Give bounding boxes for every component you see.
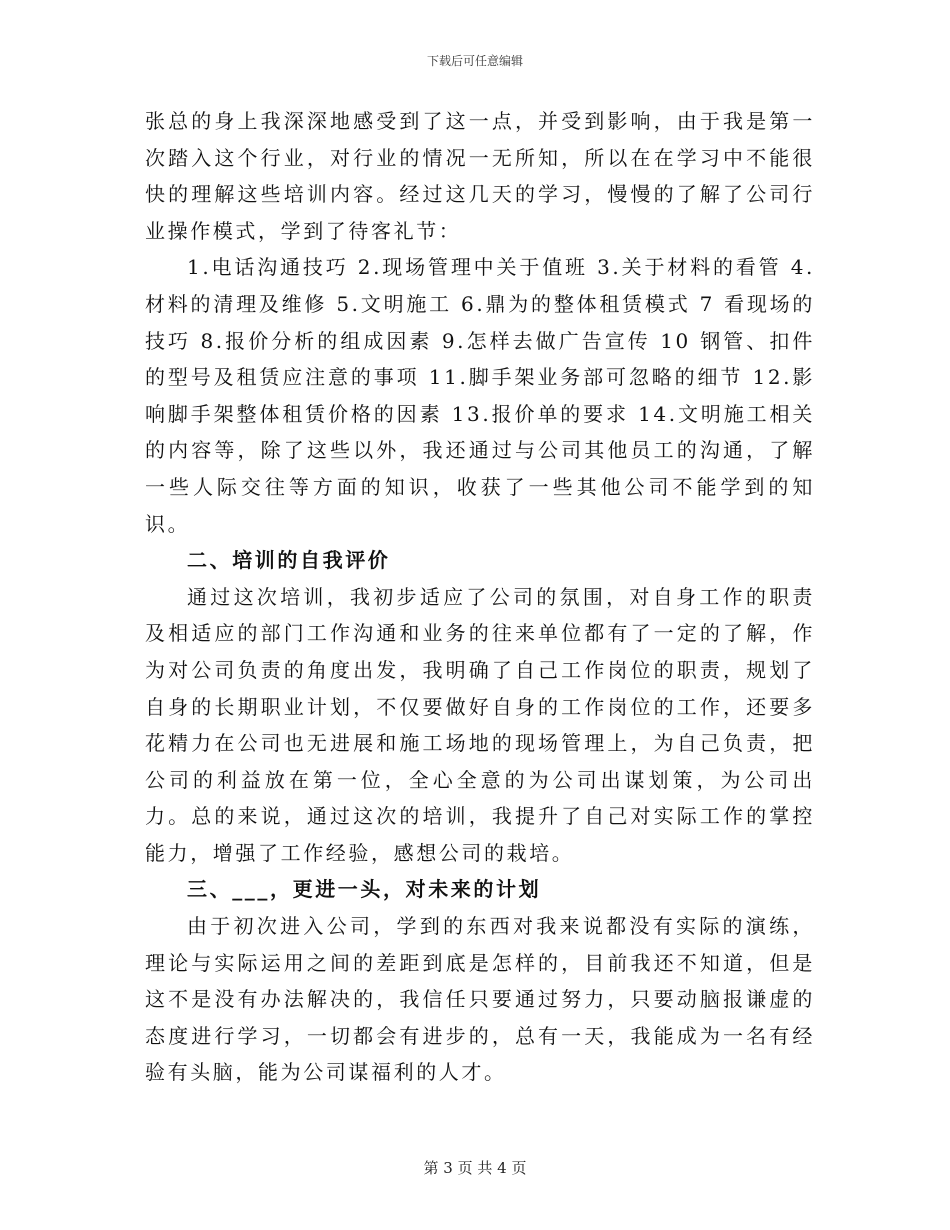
paragraph-training-list: 1.电话沟通技巧 2.现场管理中关于值班 3.关于材料的看管 4.材料的清理及维修 5.文明施工 6.鼎为的整体租赁模式 7 看现场的技巧 8.报价分析的组成因素 9.怎样去做广告宣传 10 钢管、扣件的型号及租赁应注意的事项 11.脚手架业务部可忽略的细节 12.影响脚手架整体租赁价格的因素 13.报价单的要求 14.文明施工相关的内容等，除了这些以外，我还通过与公司其他员工的沟通，了解一些人际交往等方面的知识，收获了一些其他公司不能学到的知识。 <box>145 255 815 536</box>
page-number: 第 3 页 共 4 页 <box>423 1159 527 1177</box>
section-heading-self-evaluation: 二、培训的自我评价 <box>187 548 391 573</box>
page-header-note: 下载后可任意编辑 <box>426 54 523 68</box>
document-body <box>145 103 815 1091</box>
section-heading-future-plan: 三、___，更进一头，对未来的计划 <box>187 877 542 902</box>
paragraph-intro: 张总的身上我深深地感受到了这一点，并受到影响，由于我是第一次踏入这个行业，对行业的情况一无所知，所以在在学习中不能很快的理解这些培训内容。经过这几天的学习，慢慢的了解了公司行业操作模式，学到了待客礼节： <box>145 109 815 243</box>
paragraph-future-plan: 由于初次进入公司，学到的东西对我来说都没有实际的演练，理论与实际运用之间的差距到底是怎样的，目前我还不知道，但是这不是没有办法解决的，我信任只要通过努力，只要动脑报谦虚的态度进行学习，一切都会有进步的，总有一天，我能成为一名有经验有头脑，能为公司谋福利的人才。 <box>145 914 815 1085</box>
paragraph-self-evaluation: 通过这次培训，我初步适应了公司的氛围，对自身工作的职责及相适应的部门工作沟通和业务的往来单位都有了一定的了解，作为对公司负责的角度出发，我明确了自己工作岗位的职责，规划了自身的长期职业计划，不仅要做好自身的工作岗位的工作，还要多花精力在公司也无进展和施工场地的现场管理上，为自己负责，把公司的利益放在第一位，全心全意的为公司出谋划策，为公司出力。总的来说，通过这次的培训，我提升了自己对实际工作的掌控能力，增强了工作经验，感想公司的栽培。 <box>145 584 815 865</box>
